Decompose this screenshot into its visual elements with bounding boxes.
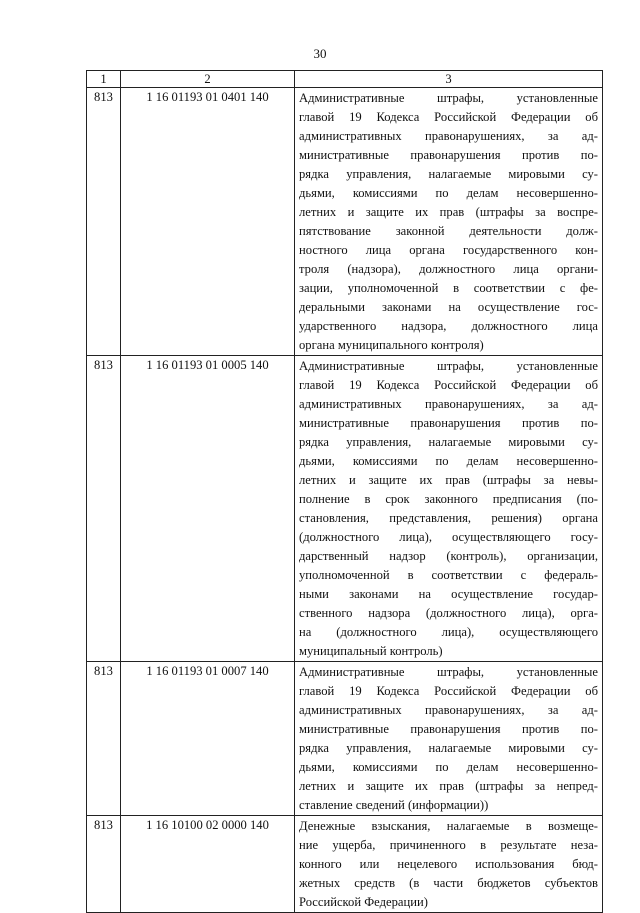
kbk-code-cell: 1 16 01193 01 0401 140	[121, 88, 295, 356]
table-row	[87, 816, 603, 913]
description-line: уполномоченной в соответствии с федераль-	[299, 568, 598, 582]
description-line: ственного надзора (должностного лица), орга-	[299, 606, 598, 620]
admin-code-cell: 813	[87, 356, 121, 662]
admin-code-cell: 813	[87, 816, 121, 913]
description-line: дьями, комиссиями по делам несовершенно-	[299, 454, 598, 468]
description-line: ставление сведений (информации))	[299, 798, 489, 812]
description-line: министративные правонарушения против по-	[299, 416, 598, 430]
description-line: органа муниципального контроля)	[299, 338, 484, 352]
description-line: летних и защите их прав (штрафы за невы-	[299, 473, 598, 487]
description-line: дарственный надзор (контроль), организации,	[299, 549, 598, 563]
description-line: главой 19 Кодекса Российской Федерации об	[299, 684, 598, 698]
description-line: Административные штрафы, установленные	[299, 91, 598, 105]
description-line: конного или нецелевого использования бюд-	[299, 857, 598, 871]
description-line: Денежные взыскания, налагаемые в возмеще-	[299, 819, 598, 833]
description-line: административных правонарушениях, за ад-	[299, 703, 598, 717]
table-body	[87, 88, 603, 913]
admin-code-cell: 813	[87, 662, 121, 816]
kbk-code-cell: 1 16 01193 01 0007 140	[121, 662, 295, 816]
description-line: рядка управления, налагаемые мировыми су-	[299, 435, 598, 449]
description-line: троля (надзора), должностного лица органи-	[299, 262, 598, 276]
description-line: полнение в срок законного предписания (по-	[299, 492, 598, 506]
description-line: жетных средств (в части бюджетов субъектов	[299, 876, 598, 890]
description-line: министративные правонарушения против по-	[299, 722, 598, 736]
description-line: административных правонарушениях, за ад-	[299, 129, 598, 143]
header-col-1: 1	[87, 71, 121, 88]
page-number: 30	[313, 46, 327, 61]
description-line: муниципальный контроль)	[299, 644, 443, 658]
description-line: деральными законами на осуществление гос-	[299, 300, 598, 314]
description-line: летних и защите их прав (штрафы за непред-	[299, 779, 598, 793]
description-line: дьями, комиссиями по делам несовершенно-	[299, 186, 598, 200]
description-cell	[295, 88, 603, 356]
header-col-3: 3	[295, 71, 603, 88]
description-line: на (должностного лица), осуществляющего	[299, 625, 598, 639]
admin-code-cell: 813	[87, 88, 121, 356]
description-line: ными законами на осуществление государ-	[299, 587, 598, 601]
description-line: дьями, комиссиями по делам несовершенно-	[299, 760, 598, 774]
table-row	[87, 88, 603, 356]
table-header-row	[87, 71, 603, 88]
description-line: летних и защите их прав (штрафы за воспре-	[299, 205, 598, 219]
description-line: ностного лица органа государственного кон-	[299, 243, 598, 257]
description-line: главой 19 Кодекса Российской Федерации об	[299, 110, 598, 124]
description-line: ударственного надзора, должностного лица	[299, 319, 598, 333]
table-row	[87, 356, 603, 662]
description-line: ние ущерба, причиненного в результате неза-	[299, 838, 598, 852]
kbk-code-cell: 1 16 01193 01 0005 140	[121, 356, 295, 662]
description-cell	[295, 662, 603, 816]
description-cell	[295, 356, 603, 662]
header-col-2: 2	[121, 71, 295, 88]
description-line: рядка управления, налагаемые мировыми су-	[299, 741, 598, 755]
kbk-code-cell: 1 16 10100 02 0000 140	[121, 816, 295, 913]
description-line: становления, представления, решения) органа	[299, 511, 598, 525]
description-line: министративные правонарушения против по-	[299, 148, 598, 162]
table-row	[87, 662, 603, 816]
description-line: Административные штрафы, установленные	[299, 359, 598, 373]
description-line: (должностного лица), осуществляющего госу-	[299, 530, 598, 544]
description-cell	[295, 816, 603, 913]
description-line: зации, уполномоченной в соответствии с фе-	[299, 281, 598, 295]
description-line: главой 19 Кодекса Российской Федерации об	[299, 378, 598, 392]
budget-codes-table	[86, 70, 603, 913]
description-line: административных правонарушениях, за ад-	[299, 397, 598, 411]
description-line: рядка управления, налагаемые мировыми су-	[299, 167, 598, 181]
description-line: пятствование законной деятельности долж-	[299, 224, 598, 238]
description-line: Административные штрафы, установленные	[299, 665, 598, 679]
description-line: Российской Федерации)	[299, 895, 428, 909]
